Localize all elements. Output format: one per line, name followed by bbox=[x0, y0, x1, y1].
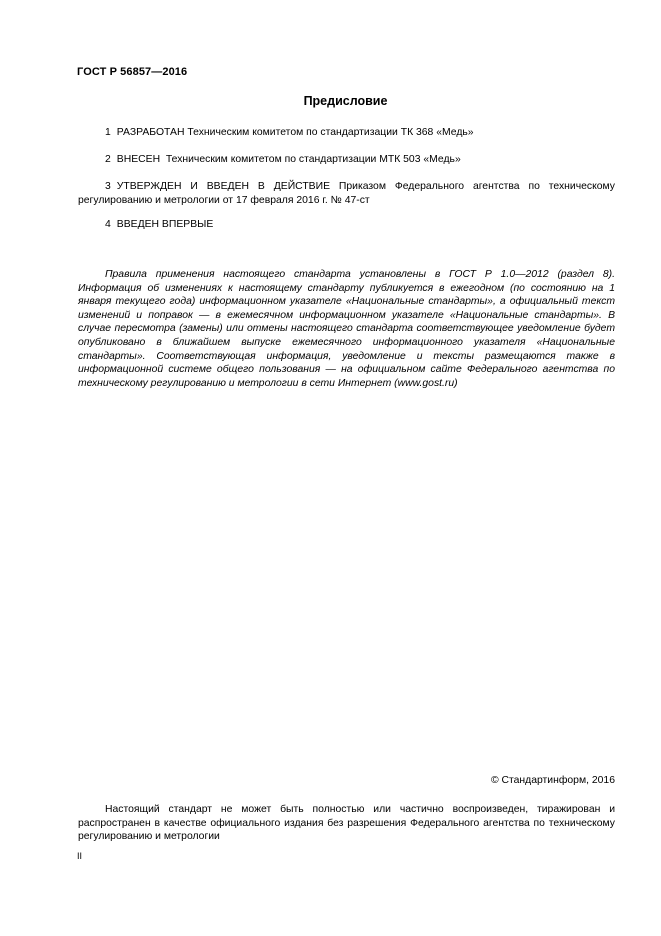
standards-notice-paragraph: Правила применения настоящего стандарта установлены в ГОСТ Р 1.0—2012 (раздел 8). Информация об изменениях к настоящему стандарту публикуется в ежегодном (по состоянию на 1 января текущего года) информационном указателе «Национальные стандарты», а официальный текст изменений и поправок — в ежемесячном информационном указателе «Национальные стандарты». В случае пересмотра (замены) или отмены настоящего стандарта соответствующее уведомление будет опубликовано в ближайшем выпуске ежемесячного информационного указателя «Национальные стандарты». Соответствующая информация, уведомление и тексты размещаются также в информационной системе общего пользования — на официальном сайте Федерального агентства по техническому регулированию и метрологии в сети Интернет (www.gost.ru) bbox=[78, 269, 615, 389]
item-text: Приказом Федерального агентства по техническому регулированию и метрологии от 17 февраля 2016 г. № 47-ст bbox=[78, 181, 615, 206]
item-text: Техническим комитетом по стандартизации ТК 368 «Медь» bbox=[187, 127, 474, 138]
reproduction-notice-paragraph: Настоящий стандарт не может быть полностью или частично воспроизведен, тиражирован и распространен в качестве официального издания без разрешения Федерального агентства по техническому регулированию и метрологии bbox=[78, 804, 615, 843]
page-title: Предисловие bbox=[303, 94, 388, 108]
item-number: 1 bbox=[105, 127, 111, 138]
document-code: ГОСТ Р 56857—2016 bbox=[77, 66, 188, 78]
item-label: РАЗРАБОТАН bbox=[116, 127, 185, 138]
item-label: ВВЕДЕН ВПЕРВЫЕ bbox=[116, 219, 214, 230]
foreword-item-4 bbox=[78, 218, 615, 232]
foreword-item-3 bbox=[78, 180, 615, 207]
item-label: УТВЕРЖДЕН И ВВЕДЕН В ДЕЙСТВИЕ bbox=[116, 181, 330, 192]
foreword-item-1 bbox=[78, 126, 615, 140]
item-text: Техническим комитетом по стандартизации МТК 503 «Медь» bbox=[165, 154, 461, 165]
item-number: 4 bbox=[105, 219, 111, 230]
item-number: 2 bbox=[105, 154, 111, 165]
item-label: ВНЕСЕН bbox=[116, 154, 161, 165]
page-number: II bbox=[77, 851, 83, 861]
foreword-item-2 bbox=[78, 153, 615, 167]
copyright-line: © Стандартинформ, 2016 bbox=[490, 775, 615, 786]
item-number: 3 bbox=[105, 181, 111, 192]
